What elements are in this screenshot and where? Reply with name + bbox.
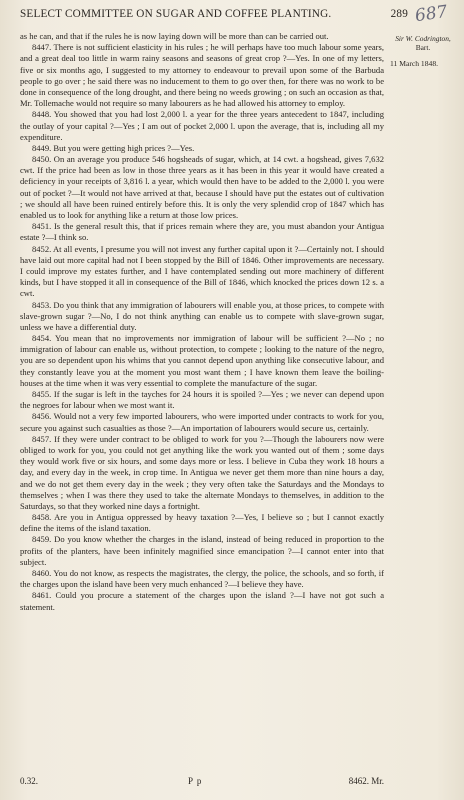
witness-name: Sir W. Codrington, — [395, 34, 451, 43]
paragraph-8459: 8459. Do you know whether the charges in the island, instead of being reduced in proportion to the profits of the planters, have been infinitely magnified since emancipation ?—I cannot enter into that subject. — [20, 534, 384, 567]
handwritten-folio-number: 687 — [413, 1, 449, 27]
paragraph-8460: 8460. You do not know, as respects the magistrates, the clergy, the police, the schools, and so forth, if the charges upon the island have been very much enhanced ?—I believe they have. — [20, 568, 384, 590]
page-number: 289 — [390, 8, 408, 20]
testimony-body — [20, 31, 384, 613]
catchword: 8462. Mr. — [348, 776, 384, 786]
paragraph-8448: 8448. You showed that you had lost 2,000 l. a year for the three years antecedent to 1847, including the outlay of your capital ?—Yes ; I am out of pocket 2,000 l. upon the average, that is, including all my expenditure. — [20, 109, 384, 142]
witness-sidenote — [386, 34, 460, 52]
date-sidenote: 11 March 1848. — [390, 59, 439, 68]
witness-title: Bart. — [415, 43, 431, 52]
paragraph-8456: 8456. Would not a very few imported labourers, who were imported under contracts to work for you, secure you against such casualties as those ?—An importation of labourers would secure us, certainly. — [20, 411, 384, 433]
paragraph-8450: 8450. On an average you produce 546 hogsheads of sugar, which, at 14 cwt. a hogshead, gives 7,632 cwt. If the price had been as low in those three years as it has been in this year it would have created a deficiency in your receipts of 3,816 l. a year, which would then have to be added to the 2,000 l. you were out of pocket ?—It would not have arrived at that, because I should have put the estates out of cultivation ; we should all have been ruined entirely before this. It is only the very splendid crop of 1847 which has enabled us to look for anything like a return at those low prices. — [20, 154, 384, 220]
paragraph-8449: 8449. But you were getting high prices ?—Yes. — [32, 142, 195, 153]
paragraph-8451: 8451. Is the general result this, that if prices remain where they are, you must abandon your Antigua estate ?—I think so. — [20, 221, 384, 243]
paragraph-continuation: as he can, and that if the rules he is now laying down will be more than can be carried out. — [20, 31, 329, 41]
paragraph-8457: 8457. If they were under contract to be obliged to work for you ?—Though the labourers now were obliged to work for you, you could not get anything like the work you wanted out of them ; some days they would work five or six hours, and some days more or less. I believe in Cuba they work 18 hours a day, and every day in the week, in crop time. In Antigua we never get them more than nine hours a day, and we do not get them every day in the week ; they very often take the Saturdays and the Mondays to themselves ; when I was there they used to take the alternate Mondays to themselves, in addition to the Saturdays, so that they worked nine days a fortnight. — [20, 433, 384, 511]
page-title: SELECT COMMITTEE ON SUGAR AND COFFEE PLANTING. — [20, 8, 332, 20]
paragraph-8455: 8455. If the sugar is left in the tayches for 24 hours it is spoiled ?—Yes ; we never can depend upon the negroes for labour when we most want it. — [20, 389, 384, 411]
running-header — [20, 8, 408, 20]
paragraph-8458: 8458. Are you in Antigua oppressed by heavy taxation ?—Yes, I believe so ; but I cannot exactly define the items of the island taxation. — [20, 512, 384, 534]
paragraph-8453: 8453. Do you think that any immigration of labourers will enable you, at those prices, to compete with slave-grown sugar ?—No, I do not think anything can enable us to compete with slave-grown sugar, unless we have a differential duty. — [20, 299, 384, 332]
paragraph-8447: 8447. There is not sufficient elasticity in his rules ; he will perhaps have too much labour some years, and a great deal too little in warm rainy seasons and seasons of great crop ?—Yes. In one of my letters, five or six months ago, I suggested to my attorney to endeavour to prevail upon some of the Barbuda people to go over ; he said there was no inducement to them to go over then, for there was no work to be done in consequence of the long drought, and there being no weeds growing ; on such an occasion as that, Mr. Tollemache would not require so many labourers as he had allowed his attorney to employ. — [20, 42, 384, 109]
signature-mark: 0.32. — [20, 776, 38, 786]
paragraph-8461: 8461. Could you procure a statement of the charges upon the island ?—I have not got such a statement. — [20, 590, 384, 612]
paragraph-8452: 8452. At all events, I presume you will not invest any further capital upon it ?—Certainly not. I should have laid out more capital had not I been stopped by the Bill of 1846. Other improvements are necessary. I could improve my estates further, and I have contemplated sending out more machinery of different kinds, but I have stopped it all in consequence of the Bill of 1846, which knocked the prices down 12 s. a cwt. — [20, 243, 384, 299]
paragraph-8454: 8454. You mean that no improvements nor immigration of labour will be sufficient ?—No ; no immigration of labour can enable us, without protection, to compete ; looking to the nature of the negro, you are so dependent upon his whims that you cannot depend upon anything like consecutive labour, and they constantly leave you at the moment you most want them ; I have known them leave the boiling-houses at the time when it was very essential to complete the manufacture of the sugar. — [20, 333, 384, 388]
sheet-mark: P p — [188, 776, 203, 786]
